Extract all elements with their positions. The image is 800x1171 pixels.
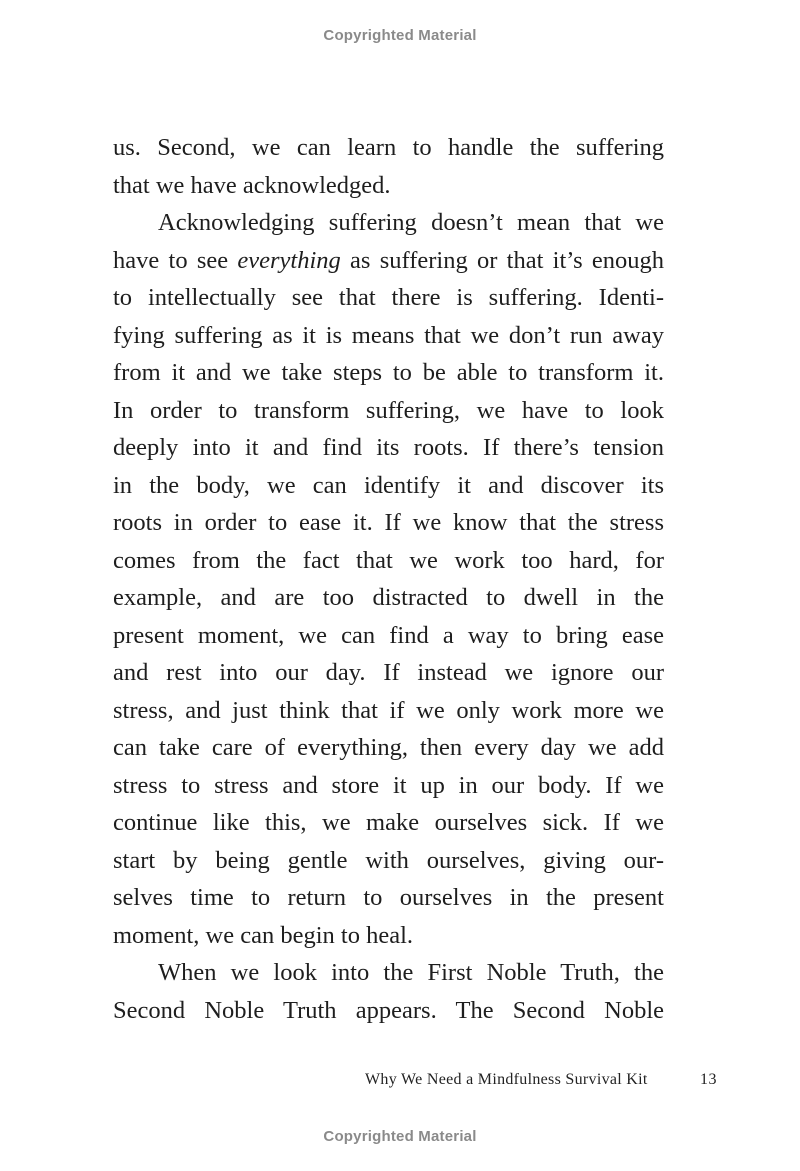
text-line: roots in order to ease it. If we know that the stress: [113, 509, 664, 536]
text-line: [113, 242, 664, 280]
text-line: selves time to return to ourselves in the present: [113, 884, 664, 911]
text-line: deeply into it and find its roots. If there’s tension: [113, 434, 664, 461]
page-number: 13: [700, 1071, 717, 1088]
text-line: and rest into our day. If instead we ignore our: [113, 659, 664, 686]
text-line: in the body, we can identify it and discover its: [113, 471, 664, 499]
body-text: [113, 129, 664, 1029]
italic-word: everything: [237, 246, 341, 274]
text-line: present moment, we can find a way to bring ease: [113, 621, 664, 649]
text-line: can take care of everything, then every day we add: [113, 734, 664, 761]
text-line: When we look into the First Noble Truth, the: [158, 959, 664, 986]
text-line: comes from the fact that we work too hard, for: [113, 546, 664, 574]
text-line: us. Second, we can learn to handle the suffering: [113, 134, 664, 161]
text-line: Second Noble Truth appears. The Second Noble: [113, 996, 664, 1024]
text-line: In order to transform suffering, we have to look: [113, 396, 664, 424]
text-line: moment, we can begin to heal.: [113, 921, 414, 949]
copyright-watermark-top: Copyrighted Material: [323, 27, 477, 44]
text-line: continue like this, we make ourselves sick. If we: [113, 809, 664, 836]
text-line: from it and we take steps to be able to transform it.: [113, 359, 664, 386]
text-segment: as suffering or that it’s enough: [340, 246, 664, 274]
text-line: stress, and just think that if we only work more we: [113, 696, 664, 724]
text-line: stress to stress and store it up in our body. If we: [113, 771, 664, 799]
text-line: that we have acknowledged.: [113, 171, 391, 199]
text-segment: have to see: [113, 246, 238, 274]
text-line: Acknowledging suffering doesn’t mean that we: [158, 209, 664, 236]
text-line: start by being gentle with ourselves, giving our-: [113, 846, 664, 874]
text-line: to intellectually see that there is suffering. Identi-: [113, 284, 664, 311]
text-line: example, and are too distracted to dwell in the: [113, 584, 664, 611]
copyright-watermark-bottom: Copyrighted Material: [323, 1128, 477, 1145]
running-footer-title: Why We Need a Mindfulness Survival Kit: [365, 1071, 648, 1088]
text-line: fying suffering as it is means that we don’t run away: [113, 321, 664, 349]
